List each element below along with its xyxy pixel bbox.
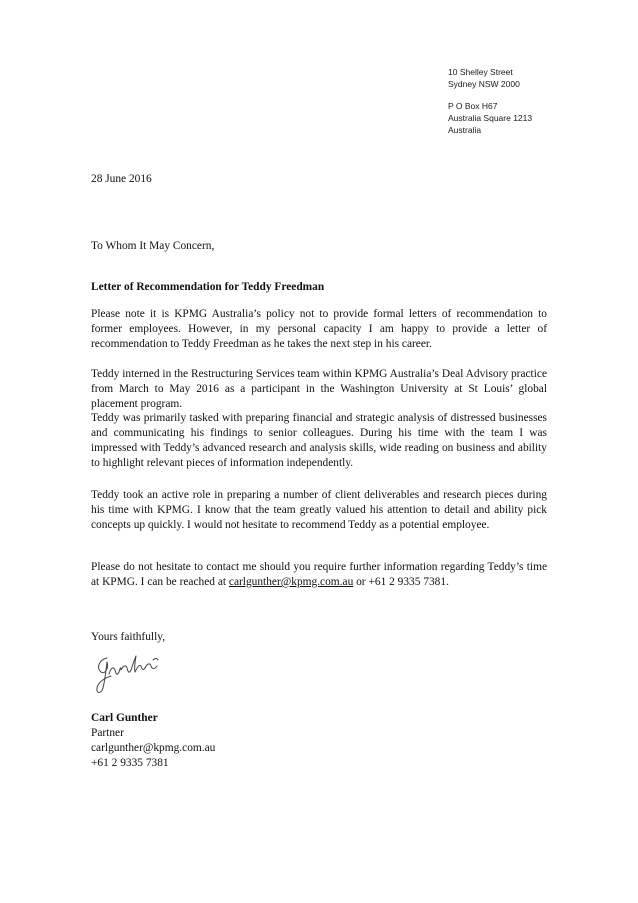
signer-email: carlgunther@kpmg.com.au xyxy=(91,742,216,754)
address-po-city: Australia Square 1213 xyxy=(448,113,533,123)
address-street: 10 Shelley Street xyxy=(448,67,513,77)
sender-address xyxy=(448,66,532,136)
signer-phone: +61 2 9335 7381 xyxy=(91,757,169,769)
contact-text-after: or +61 2 9335 7381. xyxy=(353,576,449,588)
paragraph-deliverables: Teddy took an active role in preparing a number of client deliverables and research pieces during his time with KPMG. I know that the team greatly valued his attention to detail and ability pick concepts up quickly. I would not hesitate to recommend Teddy as a potential employee. xyxy=(91,489,547,531)
address-po-box: P O Box H67 xyxy=(448,101,498,111)
signer-name: Carl Gunther xyxy=(91,712,158,724)
closing: Yours faithfully, xyxy=(91,631,166,643)
letter-date: 28 June 2016 xyxy=(91,173,152,185)
paragraph-policy: Please note it is KPMG Australia’s policy not to provide formal letters of recommendation to former employees. However, in my personal capacity I am happy to provide a letter of recommendation to Teddy Freedman as he takes the next step in his career. xyxy=(91,308,547,350)
signature-image xyxy=(93,650,163,698)
letter-subject: Letter of Recommendation for Teddy Freedman xyxy=(91,281,325,293)
address-country: Australia xyxy=(448,125,482,135)
paragraph-contact xyxy=(91,560,547,590)
signer-block xyxy=(91,711,215,771)
email-link[interactable]: carlgunther@kpmg.com.au xyxy=(228,576,354,588)
address-city: Sydney NSW 2000 xyxy=(448,79,520,89)
paragraph-internship: Teddy interned in the Restructuring Services team within KPMG Australia’s Deal Advisory practice from March to May 2016 as a participant in the Washington University at St Louis’ global placement program. xyxy=(91,368,547,410)
signer-title: Partner xyxy=(91,727,124,739)
paragraph-tasks: Teddy was primarily tasked with preparing financial and strategic analysis of distressed businesses and communicating his findings to senior colleagues. During his time with the team I was impressed with Teddy’s advanced research and analysis skills, wide reading on business and ability to highlight relevant pieces of information independently. xyxy=(91,412,547,469)
salutation: To Whom It May Concern, xyxy=(91,240,215,252)
contact-text-before: Please do not hesitate to contact me should you require further information regarding Teddy’s time at KPMG. I can be reached at xyxy=(91,561,547,588)
